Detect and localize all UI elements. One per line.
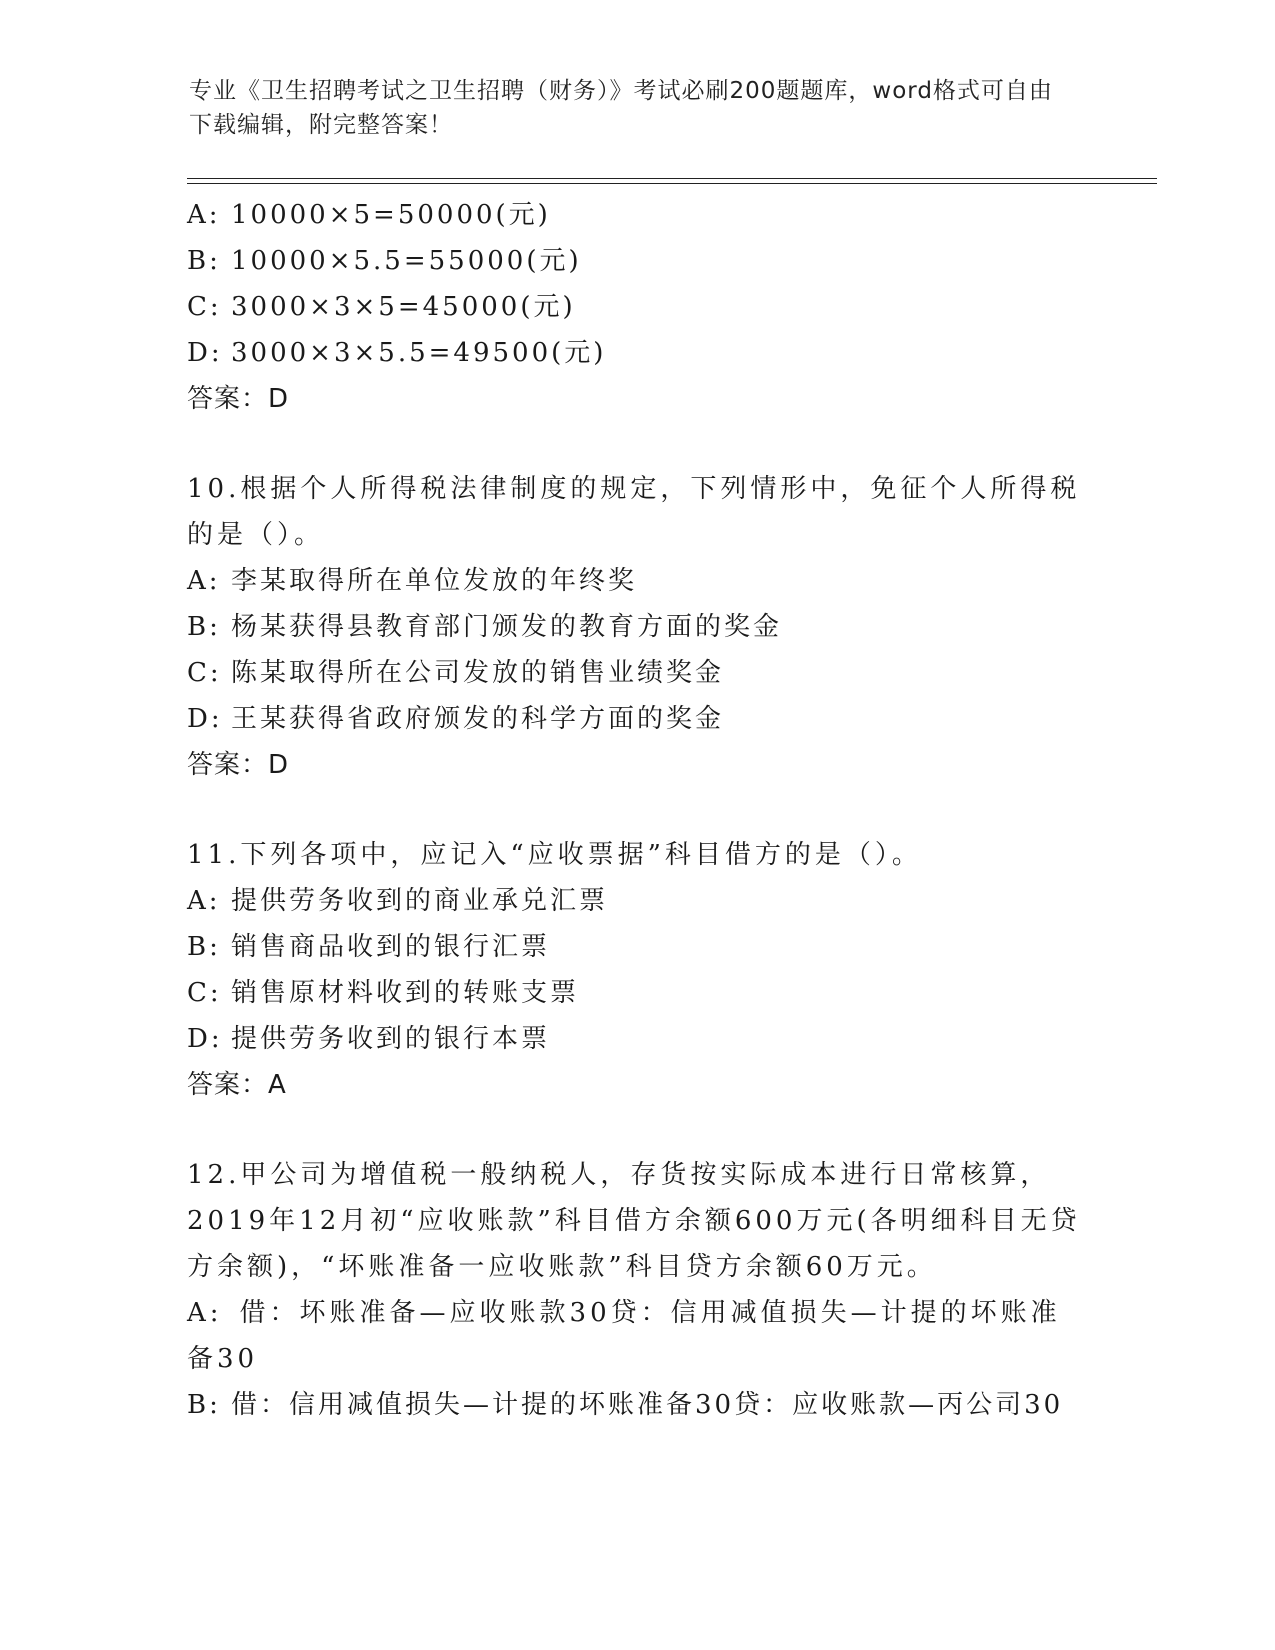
spacer — [187, 788, 1087, 832]
option-d — [187, 330, 1087, 376]
option-label: A: — [187, 200, 221, 230]
header-divider-top — [187, 178, 1157, 179]
option-c — [187, 650, 1087, 696]
option-b — [187, 604, 1087, 650]
option-text: 李某取得所在单位发放的年终奖 — [231, 566, 638, 596]
option-a — [187, 558, 1087, 604]
option-text: 10000×5=50000(元) — [231, 200, 551, 230]
answer-line: 答案：D — [187, 750, 290, 780]
option-label: B: — [187, 932, 221, 962]
document-body — [187, 192, 1087, 1428]
option-text: 销售原材料收到的转账支票 — [231, 978, 580, 1008]
option-b — [187, 238, 1087, 284]
option-text: 3000×3×5.5=49500(元) — [231, 338, 607, 368]
header-divider-bottom — [187, 183, 1157, 184]
option-label: C: — [187, 292, 222, 322]
answer-line: 答案：D — [187, 384, 290, 414]
option-d — [187, 696, 1087, 742]
question-text: 11.下列各项中，应记入“应收票据”科目借方的是（）。 — [187, 840, 922, 870]
option-text: 提供劳务收到的银行本票 — [231, 1024, 551, 1054]
answer-line: 答案：A — [187, 1070, 287, 1100]
option-text: 陈某取得所在公司发放的销售业绩奖金 — [231, 658, 725, 688]
question-11-block — [187, 832, 1087, 1108]
question-text: 10.根据个人所得税法律制度的规定，下列情形中，免征个人所得税的是（）。 — [187, 474, 1081, 550]
option-label: B: — [187, 246, 221, 276]
option-b — [187, 924, 1087, 970]
question-text: 12.甲公司为增值税一般纳税人，存货按实际成本进行日常核算，2019年12月初“应收账款”科目借方余额600万元(各明细科目无贷方余额)，“坏账准备一应收账款”科目贷方余额60万元。 — [187, 1160, 1081, 1282]
option-text: 王某获得省政府颁发的科学方面的奖金 — [231, 704, 725, 734]
spacer — [187, 422, 1087, 466]
option-label: D: — [187, 704, 223, 734]
option-label: C: — [187, 978, 222, 1008]
option-d — [187, 1016, 1087, 1062]
option-a — [187, 878, 1087, 924]
option-label: B: — [187, 612, 221, 642]
option-text: 提供劳务收到的商业承兑汇票 — [231, 886, 609, 916]
option-label: D: — [187, 1024, 223, 1054]
option-label: A: — [187, 566, 221, 596]
option-b — [187, 1382, 1087, 1428]
option-c — [187, 970, 1087, 1016]
option-c — [187, 284, 1087, 330]
option-a — [187, 1290, 1087, 1382]
option-label: A: — [187, 1298, 223, 1328]
option-label: D: — [187, 338, 223, 368]
option-text: 杨某获得县教育部门颁发的教育方面的奖金 — [231, 612, 783, 642]
option-label: B: — [187, 1390, 221, 1420]
option-label: A: — [187, 886, 221, 916]
document-header: 专业《卫生招聘考试之卫生招聘（财务）》考试必刷200题题库，word格式可自由下载编辑，附完整答案！ — [189, 78, 1053, 138]
option-a — [187, 192, 1087, 238]
option-text: 借：信用减值损失—计提的坏账准备30贷：应收账款—丙公司30 — [231, 1390, 1064, 1420]
option-text: 10000×5.5=55000(元) — [231, 246, 582, 276]
option-label: C: — [187, 658, 222, 688]
spacer — [187, 1108, 1087, 1152]
option-text: 销售商品收到的银行汇票 — [231, 932, 551, 962]
question-9-block — [187, 192, 1087, 422]
option-text: 3000×3×5=45000(元) — [231, 292, 576, 322]
option-text: 借：坏账准备—应收账款30贷：信用减值损失—计提的坏账准备30 — [187, 1298, 1061, 1374]
question-10-block — [187, 466, 1087, 788]
question-12-block — [187, 1152, 1087, 1428]
